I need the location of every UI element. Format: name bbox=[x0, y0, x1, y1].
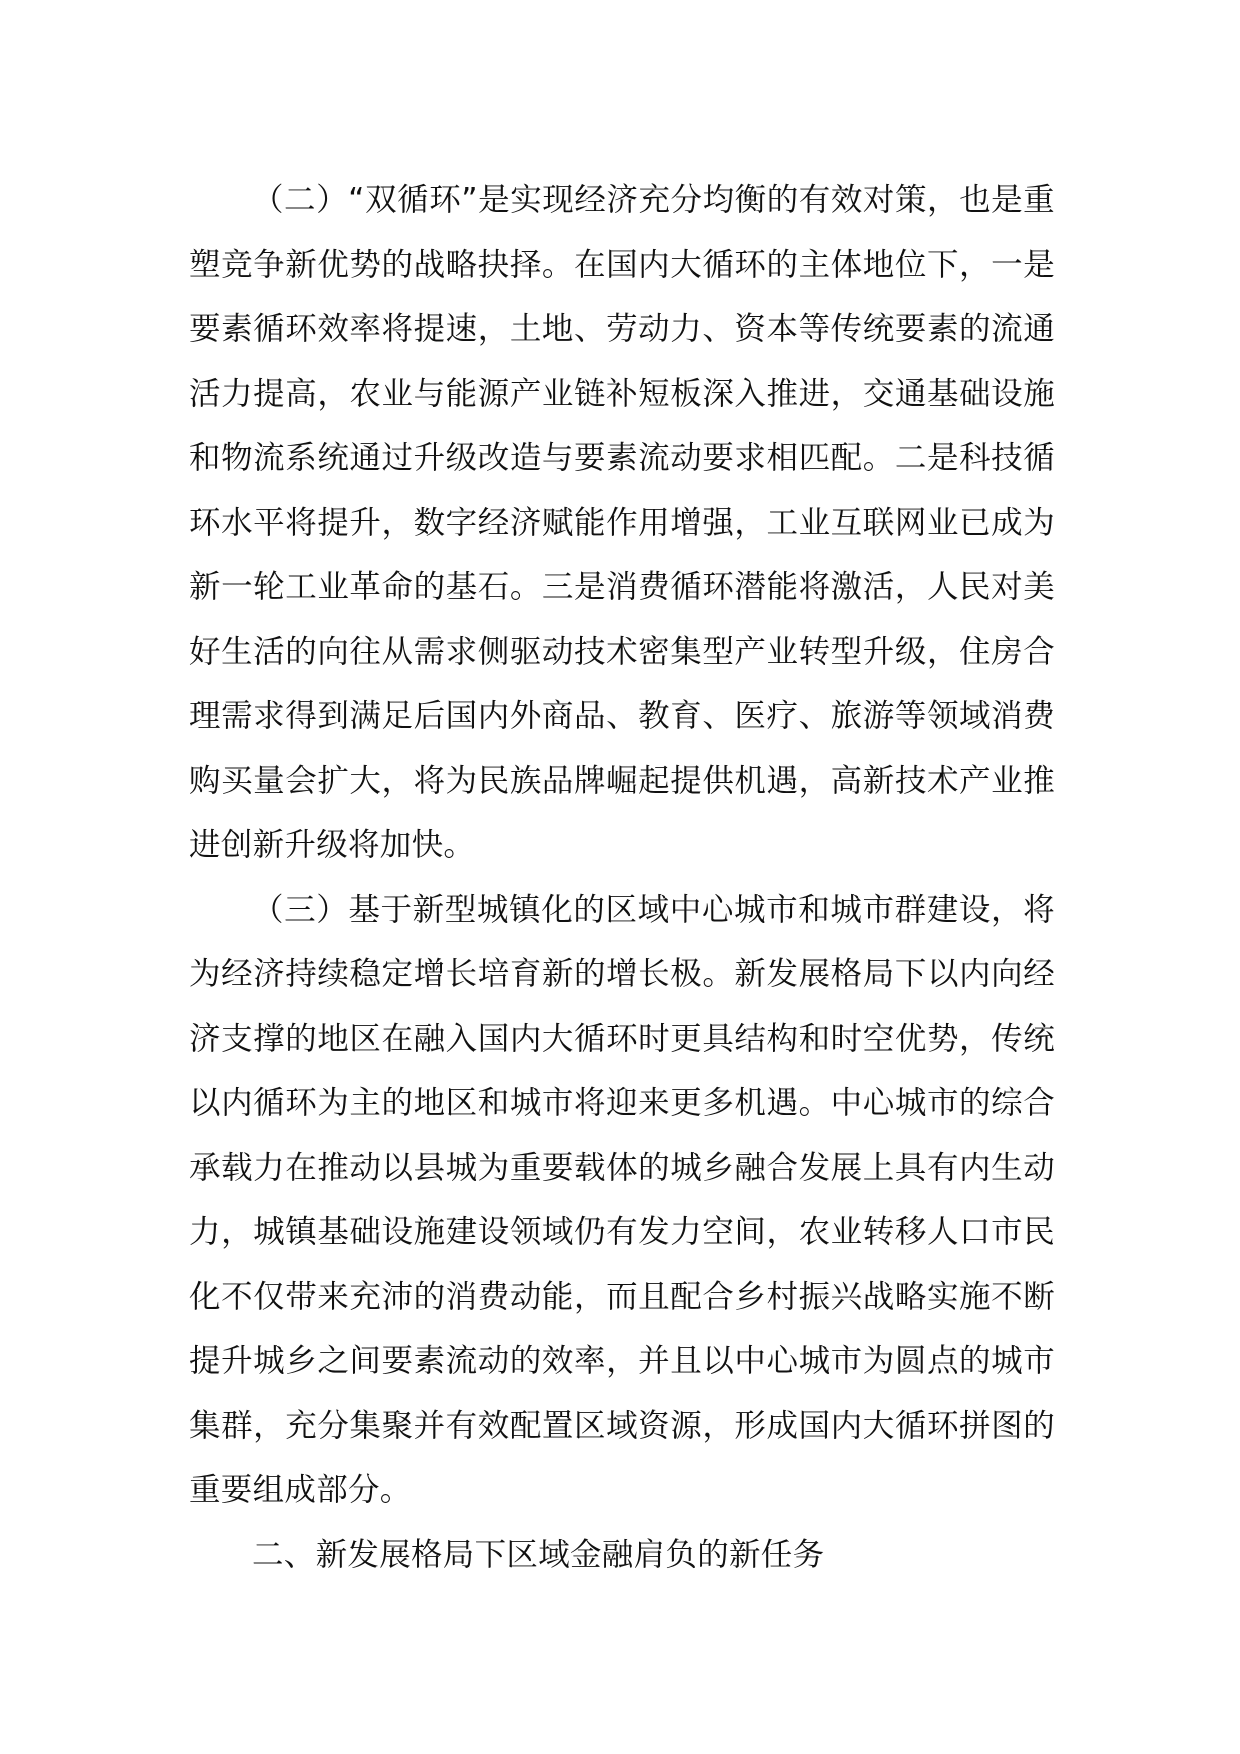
paragraph-urbanization: （三）基于新型城镇化的区域中心城市和城市群建设，将为经济持续稳定增长培育新的增长极。新发展格局下以内向经济支撑的地区在融入国内大循环时更具结构和时空优势，传统以内循环为主的地区和城市将迎来更多机遇。中心城市的综合承载力在推动以县城为重要载体的城乡融合发展上具有内生动力，城镇基础设施建设领域仍有发力空间，农业转移人口市民化不仅带来充沛的消费动能，而且配合乡村振兴战略实施不断提升城乡之间要素流动的效率，并且以中心城市为圆点的城市集群，充分集聚并有效配置区域资源，形成国内大循环拼图的重要组成部分。 bbox=[189, 891, 1055, 1508]
document-page bbox=[189, 168, 1055, 1587]
paragraph-dual-circulation: （二）“双循环”是实现经济充分均衡的有效对策，也是重塑竞争新优势的战略抉择。在国内大循环的主体地位下，一是要素循环效率将提速，土地、劳动力、资本等传统要素的流通活力提高，农业与能源产业链补短板深入推进，交通基础设施和物流系统通过升级改造与要素流动要求相匹配。二是科技循环水平将提升，数字经济赋能作用增强，工业互联网业已成为新一轮工业革命的基石。三是消费循环潜能将激活，人民对美好生活的向往从需求侧驱动技术密集型产业转型升级，住房合理需求得到满足后国内外商品、教育、医疗、旅游等领域消费购买量会扩大，将为民族品牌崛起提供机遇，高新技术产业推进创新升级将加快。 bbox=[189, 182, 1055, 863]
section-heading: 二、新发展格局下区域金融肩负的新任务 bbox=[252, 1536, 825, 1573]
